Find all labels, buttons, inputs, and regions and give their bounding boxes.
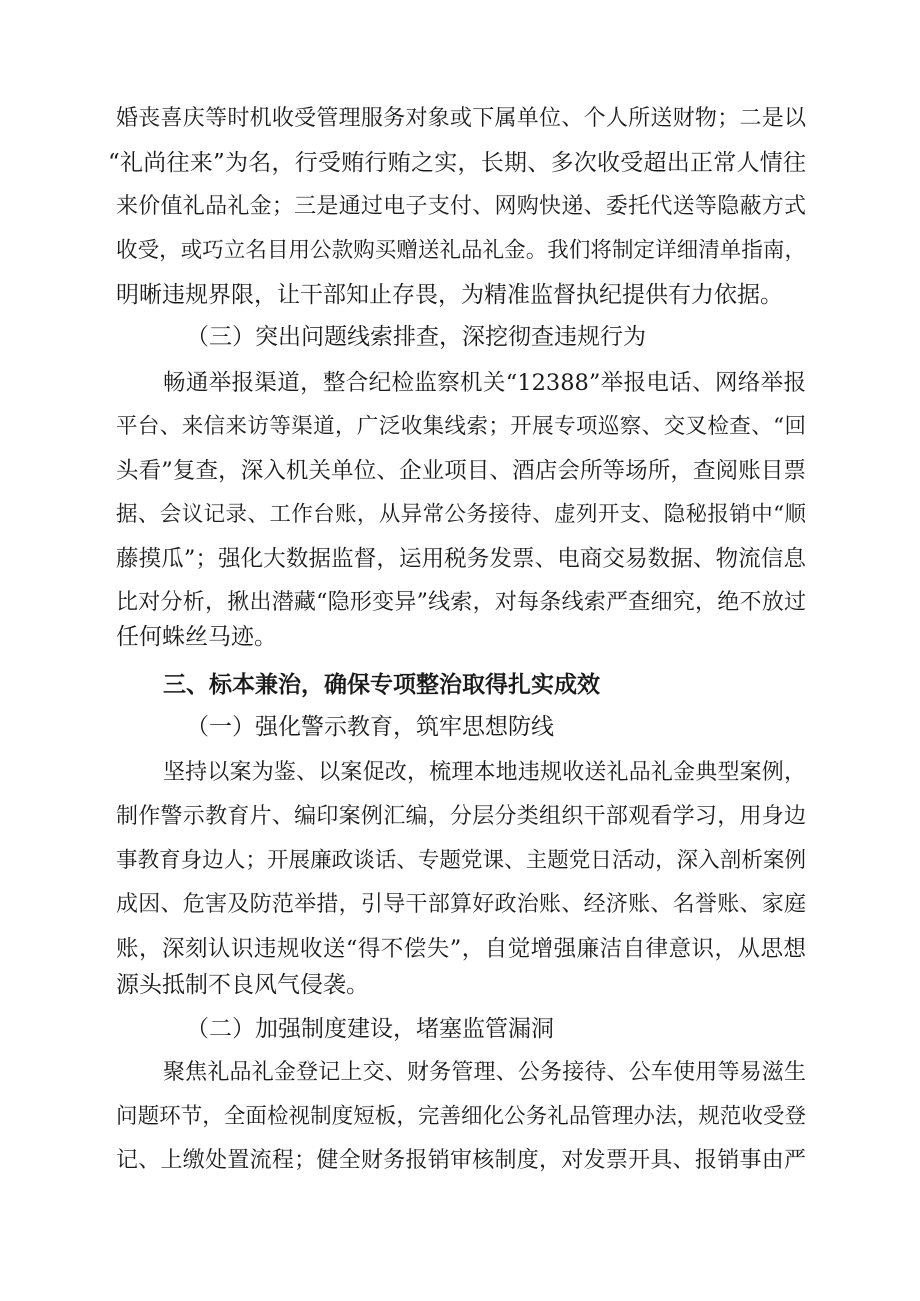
para2-line: 平台、来信来访等渠道，广泛收集线索；开展专项巡察、交叉检查、“回 — [116, 414, 806, 439]
para1-line: “礼尚往来”为名，行受贿行贿之实，长期、多次收受超出正常人情往 — [108, 150, 806, 176]
para3-line: 成因、危害及防范举措，引导干部算好政治账、经济账、名誉账、家庭 — [116, 892, 806, 917]
subsection-heading: （三）突出问题线索排查，深挖彻查违规行为 — [186, 324, 646, 350]
para2-line: 藤摸瓜”；强化大数据监督，运用税务发票、电商交易数据、物流信息 — [116, 546, 806, 572]
subsection-heading: （二）加强制度建设，堵塞监管漏洞 — [186, 1016, 554, 1042]
subsection-heading: （一）强化警示教育，筑牢思想防线 — [186, 714, 554, 740]
para1-line: 收受，或巧立名目用公款购买赠送礼品礼金。我们将制定详细清单指南， — [116, 238, 806, 263]
para3-line: 制作警示教育片、编印案例汇编，分层分类组织干部观看学习，用身边 — [116, 804, 806, 829]
para4-line: 问题环节，全面检视制度短板，完善细化公务礼品管理办法，规范收受登 — [116, 1104, 806, 1129]
para2-line: 畅通举报渠道，整合纪检监察机关“12388”举报电话、网络举报 — [163, 370, 806, 396]
para2-line: 任何蛛丝马迹。 — [116, 624, 277, 650]
para1-line: 来价值礼品礼金；三是通过电子支付、网购快递、委托代送等隐蔽方式 — [116, 194, 806, 219]
para2-line: 据、会议记录、工作台账，从异常公务接待、虚列开支、隐秘报销中“顺 — [116, 502, 806, 527]
para4-line: 聚焦礼品礼金登记上交、财务管理、公务接待、公车使用等易滋生 — [163, 1060, 806, 1085]
para2-line: 比对分析，揪出潜藏“隐形变异”线索，对每条线索严查细究，绝不放过 — [116, 590, 806, 615]
para3-line: 源头抵制不良风气侵袭。 — [116, 972, 369, 998]
para3-line: 坚持以案为鉴、以案促改，梳理本地违规收送礼品礼金典型案例， — [163, 760, 806, 785]
para1-line: 明晰违规界限，让干部知止存畏，为精准监督执纪提供有力依据。 — [116, 282, 783, 308]
para4-line: 记、上缴处置流程；健全财务报销审核制度，对发票开具、报销事由严 — [116, 1148, 806, 1173]
section-heading: 三、标本兼治，确保专项整治取得扎实成效 — [163, 672, 600, 698]
para2-line: 头看”复查，深入机关单位、企业项目、酒店会所等场所，查阅账目票 — [116, 458, 806, 484]
para1-line: 婚丧喜庆等时机收受管理服务对象或下属单位、个人所送财物；二是以 — [116, 106, 806, 131]
para3-line: 账，深刻认识违规收送“得不偿失”，自觉增强廉洁自律意识，从思想 — [116, 936, 806, 962]
para3-line: 事教育身边人；开展廉政谈话、专题党课、主题党日活动，深入剖析案例 — [116, 848, 806, 873]
